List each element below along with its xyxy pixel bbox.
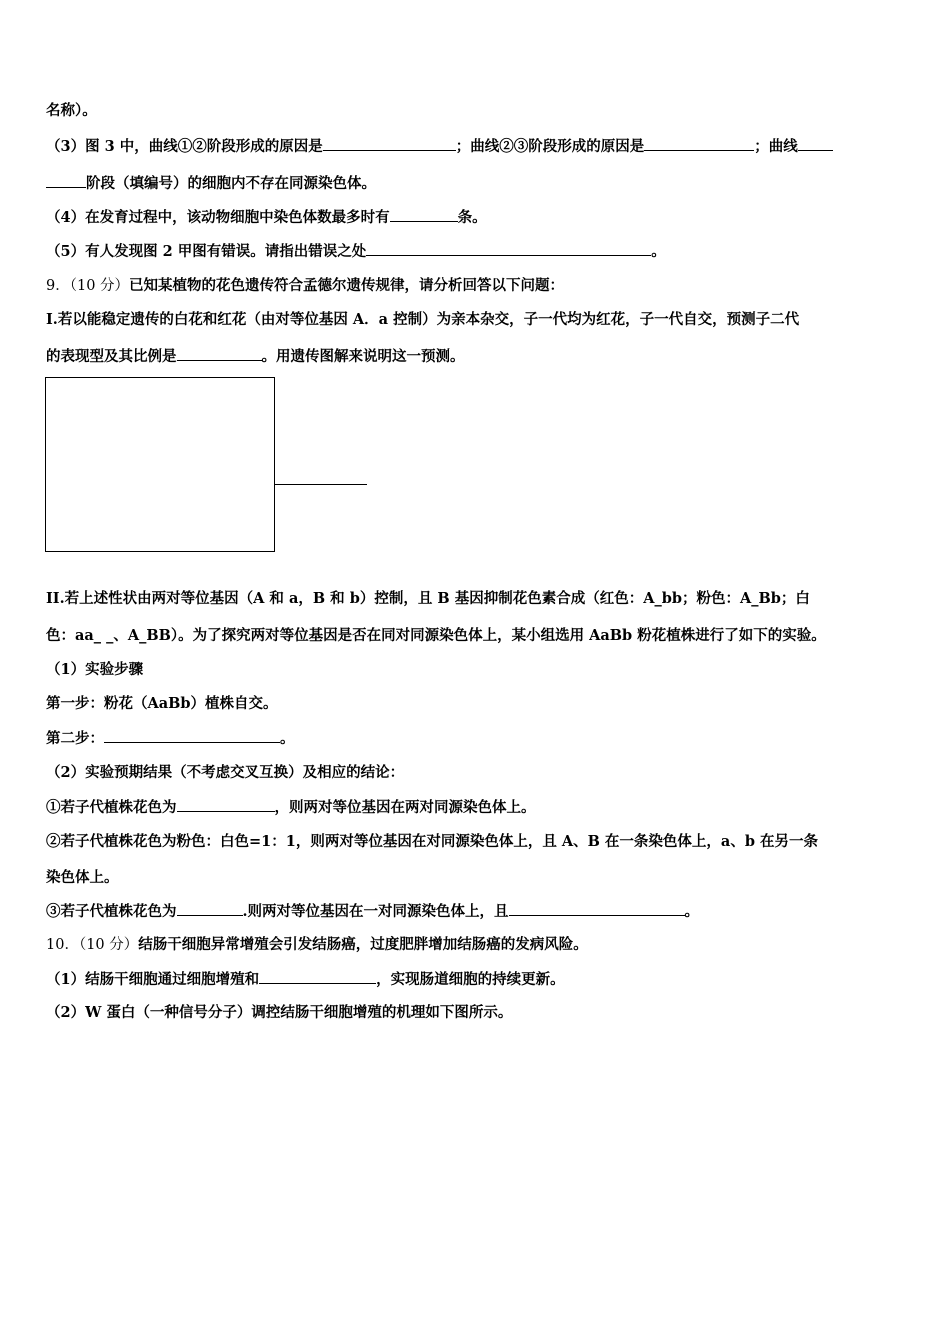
expected-results-heading: （2）实验预期结果（不考虑交叉互换）及相应的结论： — [46, 764, 405, 781]
question-10-2: （2）W 蛋白（一种信号分子）调控结肠干细胞增殖的机理如下图所示。 — [46, 1004, 513, 1021]
result-2-cont: 染色体上。 — [46, 869, 119, 886]
line-q8-3: （3）图 3 中，曲线①②阶段形成的原因是 ；曲线②③阶段形成的原因是 ；曲线 — [46, 136, 833, 157]
part-i-line-2: 的表现型及其比例是 。用遗传图解来说明这一预测。 — [46, 348, 465, 365]
blank — [390, 207, 458, 222]
genetic-diagram-answer-box — [45, 377, 275, 552]
blank — [177, 901, 243, 916]
step-two: 第二步： 。 — [46, 730, 295, 747]
result-3: ③若子代植株花色为 .则两对等位基因在一对同源染色体上，且 。 — [46, 903, 700, 920]
step-one: 第一步：粉花（AaBb）植株自交。 — [46, 695, 278, 712]
blank — [259, 969, 376, 984]
blank — [644, 136, 754, 151]
question-10-1: （1）结肠干细胞通过细胞增殖和 ，实现肠道细胞的持续更新。 — [46, 971, 565, 988]
part-ii-line-2: 色：aa_ _、A_BB）。为了探究两对等位基因是否在同对同源染色体上，某小组选用 AaBb 粉花植株进行了如下的实验。 — [46, 627, 826, 644]
blank — [509, 901, 685, 916]
blank — [46, 173, 86, 188]
blank — [104, 728, 280, 743]
blank — [177, 797, 275, 812]
blank — [798, 136, 833, 151]
blank — [366, 241, 651, 256]
blank — [323, 136, 456, 151]
question-10-header: 10．（10 分）结肠干细胞异常增殖会引发结肠癌，过度肥胖增加结肠癌的发病风险。 — [46, 936, 588, 953]
part-ii-line-1: II.若上述性状由两对等位基因（A 和 a，B 和 b）控制，且 B 基因抑制花色素合成（红色：A_bb；粉色：A_Bb；白 — [46, 590, 810, 607]
line-q8-5: （5）有人发现图 2 甲图有错误。请指出错误之处 。 — [46, 243, 666, 260]
answer-line — [274, 484, 367, 485]
question-9-header: 9．（10 分）已知某植物的花色遗传符合孟德尔遗传规律，请分析回答以下问题： — [46, 277, 565, 294]
part-i-line-1: I.若以能稳定遗传的白花和红花（由对等位基因 A．a 控制）为亲本杂交，子一代均为红花，子一代自交，预测子二代 — [46, 311, 800, 328]
result-2: ②若子代植株花色为粉色：白色=1：1，则两对等位基因在对同源染色体上，且 A、B 在一条染色体上，a、b 在另一条 — [46, 833, 819, 850]
line-1: 名称）。 — [46, 102, 97, 119]
blank — [177, 346, 262, 361]
result-1: ①若子代植株花色为 ，则两对等位基因在两对同源染色体上。 — [46, 799, 536, 816]
line-q8-3-cont: 阶段（填编号）的细胞内不存在同源染色体。 — [46, 173, 376, 194]
line-q8-4: （4）在发育过程中，该动物细胞中染色体数最多时有 条。 — [46, 209, 487, 226]
step-heading: （1）实验步骤 — [46, 661, 144, 678]
